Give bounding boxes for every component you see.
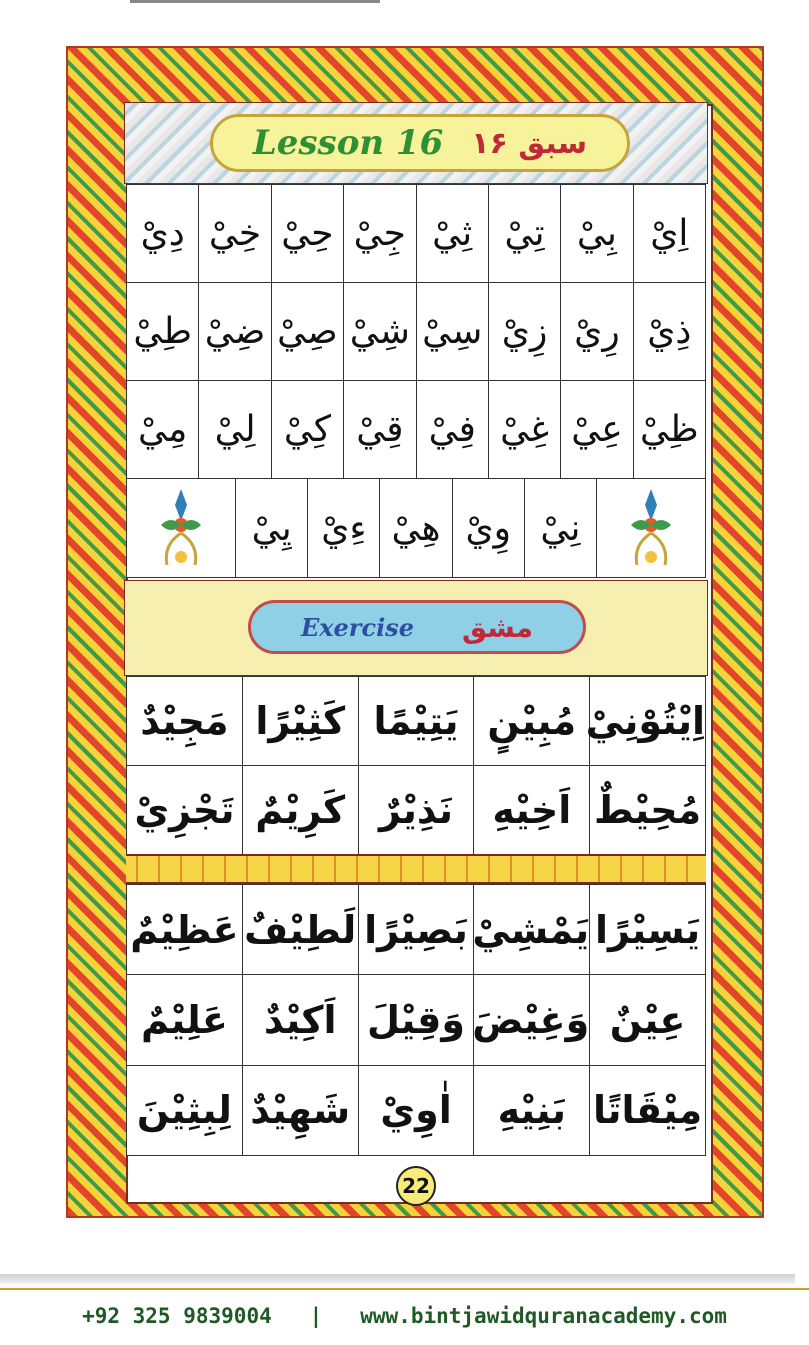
lesson-title-arabic: سبق ۱۶ (471, 125, 588, 161)
letter-cell: ضِيْ (199, 283, 271, 381)
word-cell: تَجْزِيْ (127, 766, 243, 855)
letter-cell: جِيْ (344, 185, 416, 283)
letter-cell: ثِيْ (416, 185, 488, 283)
word-cell: كَثِيْرًا (242, 677, 358, 766)
word-cell: شَهِيْدٌ (242, 1065, 358, 1155)
footer-phone: +92 325 9839004 (82, 1304, 272, 1328)
letter-cell: تِيْ (488, 185, 560, 283)
letter-cell: خِيْ (199, 185, 271, 283)
letter-cell: نِيْ (524, 479, 596, 578)
word-cell: وَغِيْضَ (474, 975, 590, 1065)
letter-cell: ءِيْ (308, 479, 380, 578)
word-cell: مِيْقَاتًا (590, 1065, 706, 1155)
word-cell: اِيْتُوْنِيْ (590, 677, 706, 766)
letter-cell: رِيْ (561, 283, 633, 381)
letter-cell: وِيْ (452, 479, 524, 578)
word-cell: لِبِثِيْنَ (127, 1065, 243, 1155)
floral-ornament-icon (153, 485, 209, 571)
word-cell: يَمْشِيْ (474, 885, 590, 975)
word-cell: لَطِيْفٌ (242, 885, 358, 975)
letter-cell: هِيْ (380, 479, 452, 578)
letter-cell: مِيْ (127, 381, 199, 479)
letter-cell: صِيْ (271, 283, 343, 381)
word-cell: اٰوِيْ (358, 1065, 474, 1155)
word-cell: وَقِيْلَ (358, 975, 474, 1065)
word-cell: بَصِيْرًا (358, 885, 474, 975)
exercise-title-english: Exercise (300, 612, 414, 642)
scan-shadow (0, 1274, 795, 1284)
exercise-title-cartouche (248, 600, 586, 654)
letter-cell: فِيْ (416, 381, 488, 479)
letter-cell: قِيْ (344, 381, 416, 479)
scan-edge (130, 0, 380, 3)
letter-cell: لِيْ (199, 381, 271, 479)
word-cell: اَكِيْدٌ (242, 975, 358, 1065)
word-cell: عَلِيْمٌ (127, 975, 243, 1065)
word-cell: يَتِيْمًا (358, 677, 474, 766)
word-cell: مُحِيْطٌ (590, 766, 706, 855)
letter-cell: يِيْ (236, 479, 308, 578)
word-cell: اَخِيْهِ (474, 766, 590, 855)
letter-cell: زِيْ (488, 283, 560, 381)
letter-cell: بِيْ (561, 185, 633, 283)
word-cell: عَظِيْمٌ (127, 885, 243, 975)
footer-separator: | (309, 1304, 323, 1328)
page-number: 22 (396, 1166, 436, 1206)
exercise-grid-bottom (126, 884, 706, 1156)
letter-cell: سِيْ (416, 283, 488, 381)
lesson-grid-last-row (126, 478, 706, 578)
ornamental-divider (126, 854, 706, 884)
letter-cell: ذِيْ (633, 283, 705, 381)
letter-cell: ظِيْ (633, 381, 705, 479)
lesson-title-cartouche (210, 114, 630, 172)
word-cell: نَذِيْرٌ (358, 766, 474, 855)
letter-cell: دِيْ (127, 185, 199, 283)
flourish-right (597, 479, 706, 578)
letter-cell: غِيْ (488, 381, 560, 479)
word-cell: بَنِيْهِ (474, 1065, 590, 1155)
exercise-title-arabic: مشق (461, 610, 534, 644)
letter-cell: اِيْ (633, 185, 705, 283)
exercise-grid-top (126, 676, 706, 855)
word-cell: كَرِيْمٌ (242, 766, 358, 855)
letter-cell: عِيْ (561, 381, 633, 479)
letter-cell: شِيْ (344, 283, 416, 381)
word-cell: مُبِيْنٍ (474, 677, 590, 766)
floral-ornament-icon (623, 485, 679, 571)
word-cell: مَجِيْدٌ (127, 677, 243, 766)
footer-rule (0, 1288, 809, 1290)
letter-cell: كِيْ (271, 381, 343, 479)
letter-cell: طِيْ (127, 283, 199, 381)
letter-cell: حِيْ (271, 185, 343, 283)
lesson-grid (126, 184, 706, 479)
word-cell: يَسِيْرًا (590, 885, 706, 975)
flourish-left (127, 479, 236, 578)
word-cell: عِيْنٌ (590, 975, 706, 1065)
footer-bar (0, 1298, 809, 1334)
footer-website-link[interactable]: www.bintjawidquranacademy.com (360, 1304, 727, 1328)
lesson-title-english: Lesson 16 (252, 123, 444, 163)
